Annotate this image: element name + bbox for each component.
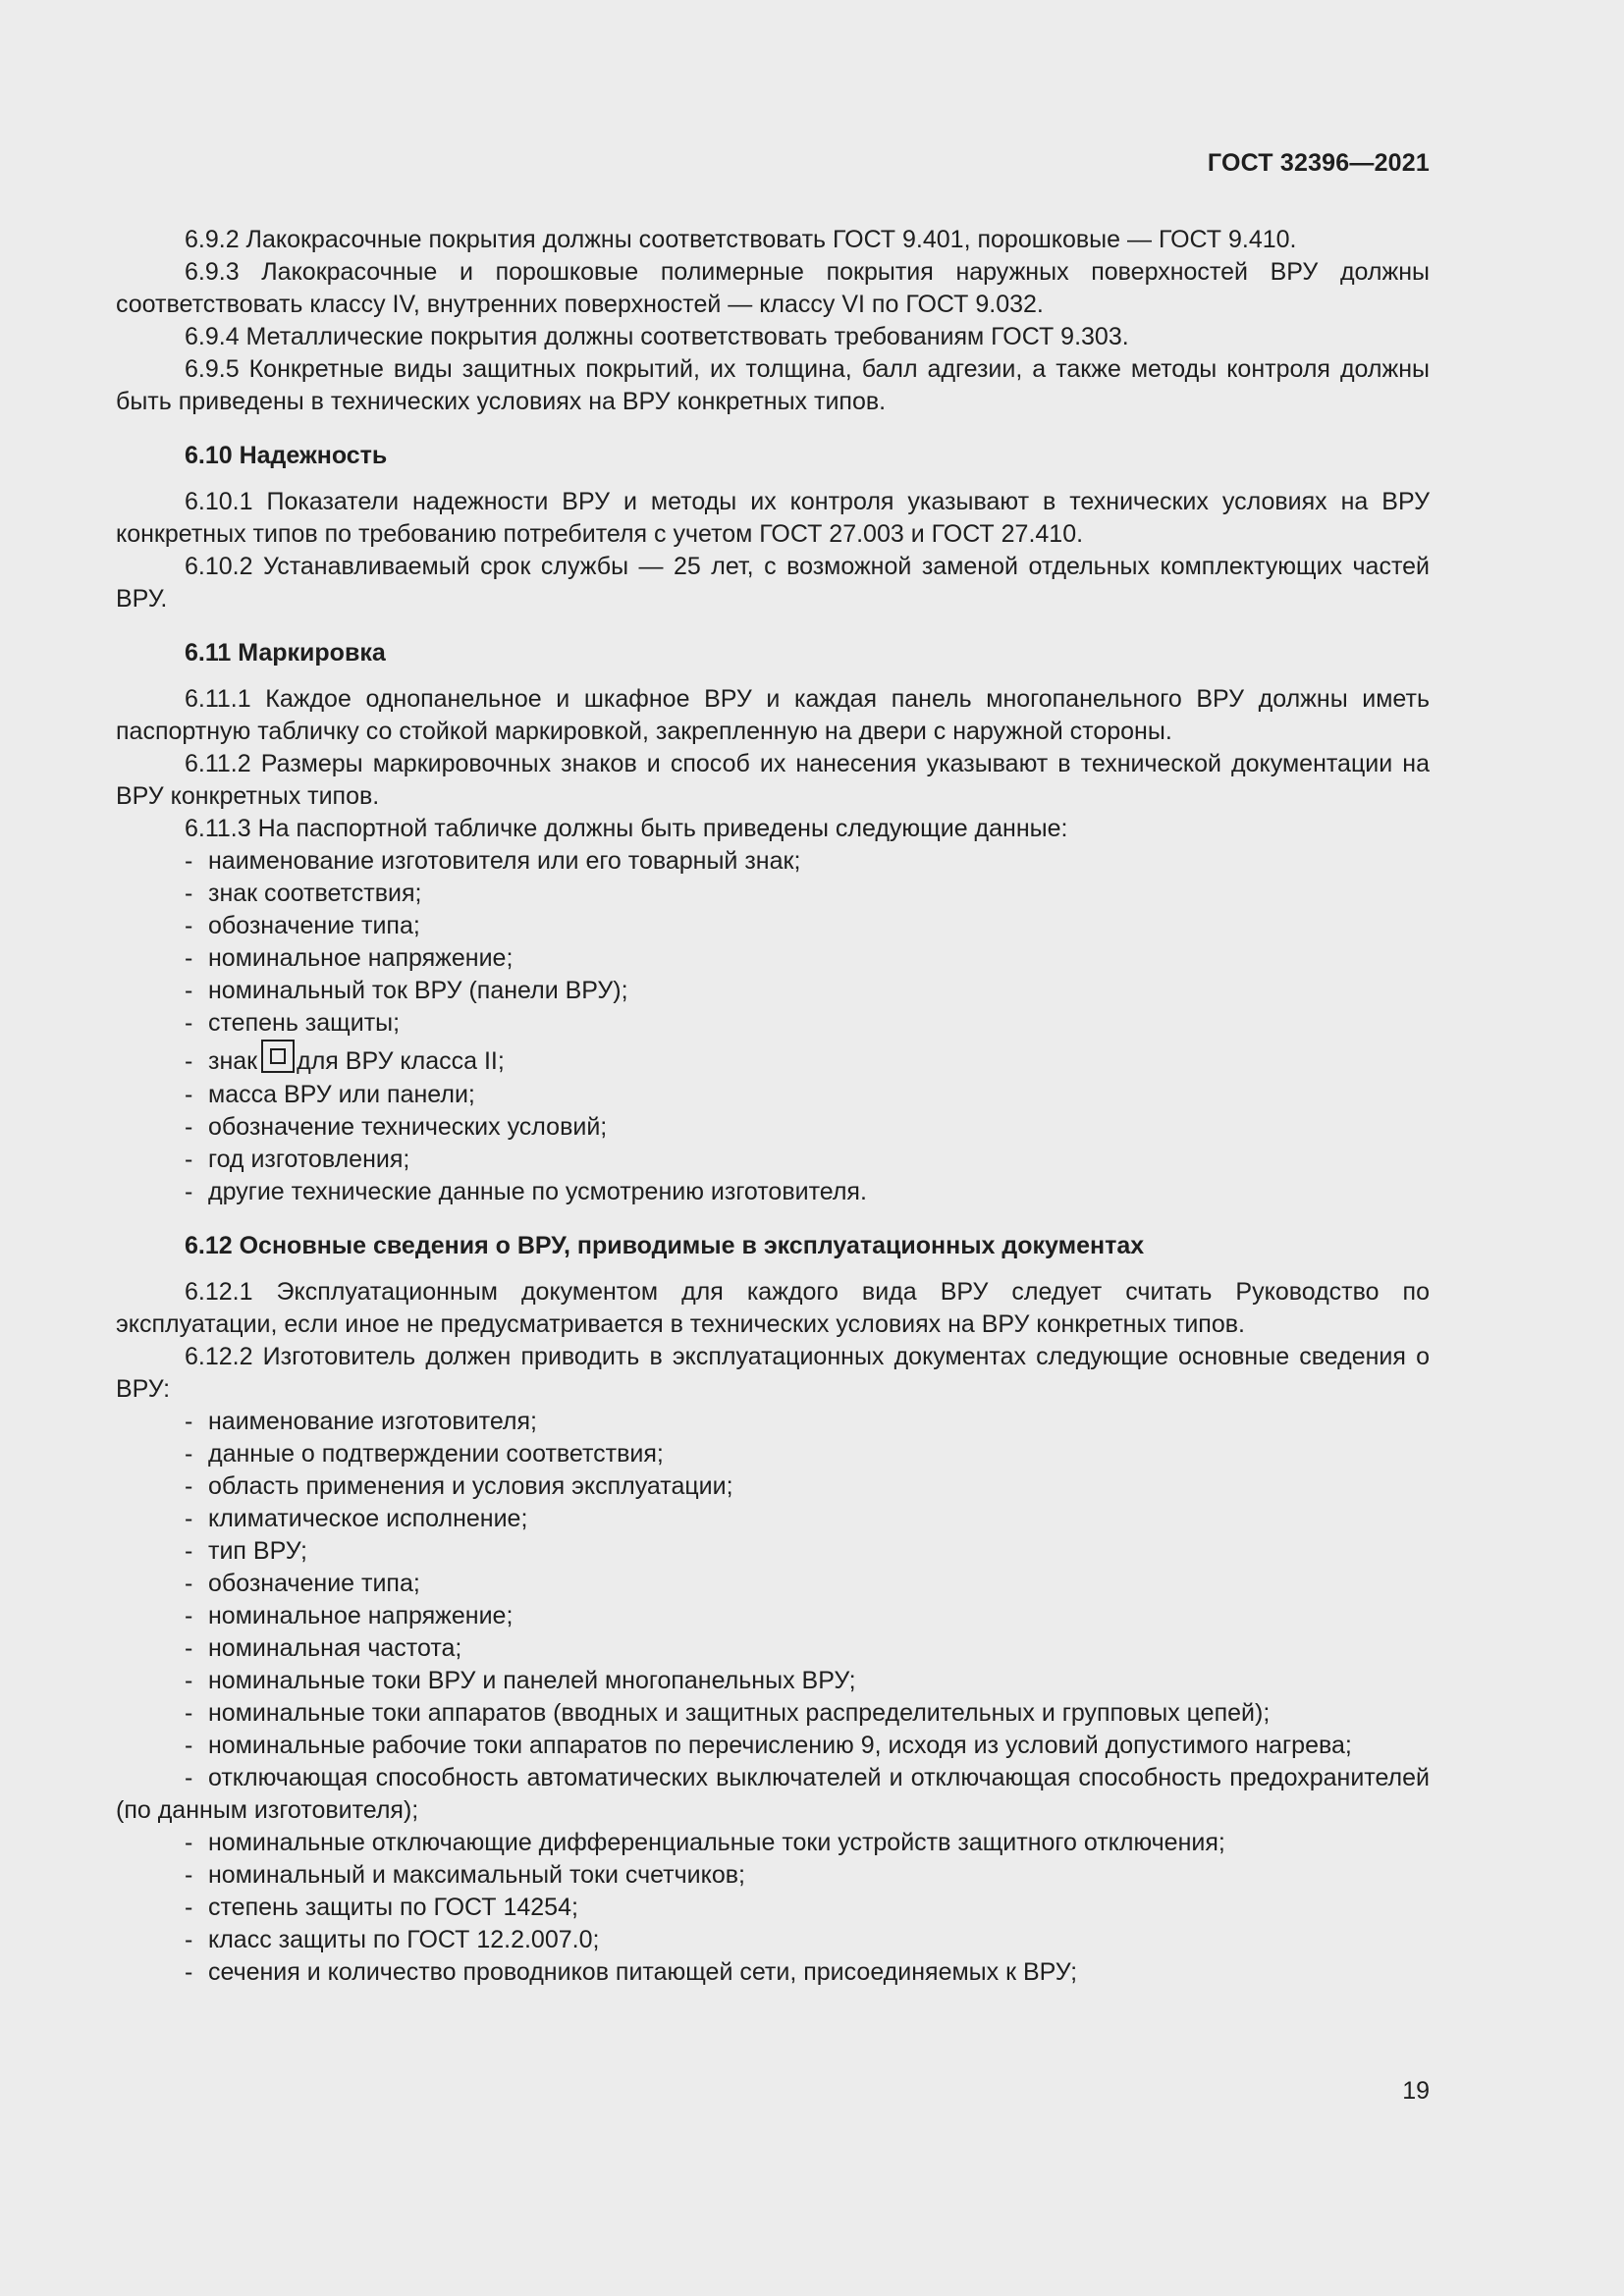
nameplate-data-list [116,845,1430,1208]
document-page [116,0,1430,2296]
list-marker: - [185,1634,193,1662]
list-marker: - [185,1537,193,1565]
list-marker: - [185,1440,193,1468]
paragraph-6-9-4: 6.9.4 Металлические покрытия должны соответствовать требованиям ГОСТ 9.303. [185,323,1129,350]
list-item: - знак соответствия; [116,878,1430,910]
paragraph-6-9-2: 6.9.2 Лакокрасочные покрытия должны соответствовать ГОСТ 9.401, порошковые — ГОСТ 9.410. [185,226,1297,253]
paragraph-6-11-1: 6.11.1 Каждое однопанельное и шкафное ВРУ и каждая панель многопанельного ВРУ должны иметь паспортную табличку со стойкой маркировкой, закрепленную на двери с наружной стороны. [116,685,1430,745]
list-item: - данные о подтверждении соответствия; [116,1438,1430,1470]
list-item: - номинальные токи ВРУ и панелей многопанельных ВРУ; [116,1665,1430,1697]
list-item: - отключающая способность автоматических выключателей и отключающая способность предохранителей (по данным изготовителя); [116,1764,1430,1824]
paragraph-6-12-2: 6.12.2 Изготовитель должен приводить в эксплуатационных документах следующие основные сведения о ВРУ: [116,1343,1430,1403]
list-marker: - [185,977,193,1004]
list-marker: - [185,1764,193,1791]
section-heading-6-10: 6.10 Надежность [185,442,388,469]
list-item: - другие технические данные по усмотрению изготовителя. [116,1176,1430,1208]
paragraph-6-10-2: 6.10.2 Устанавливаемый срок службы — 25 лет, с возможной заменой отдельных комплектующих частей ВРУ. [116,553,1430,613]
list-item: - номинальный и максимальный токи счетчиков; [116,1859,1430,1892]
list-marker: - [185,1472,193,1500]
operational-info-list [116,1406,1430,1989]
list-marker: - [185,1178,193,1205]
paragraph-6-9-5: 6.9.5 Конкретные виды защитных покрытий, их толщина, балл адгезии, а также методы контроля должны быть приведены в технических условиях на ВРУ конкретных типов. [116,355,1430,415]
list-item: - степень защиты по ГОСТ 14254; [116,1892,1430,1924]
list-marker: - [185,1667,193,1694]
list-item: - наименование изготовителя; [116,1406,1430,1438]
list-marker: - [185,1926,193,1953]
paragraph-6-12-1: 6.12.1 Эксплуатационным документом для каждого вида ВРУ следует считать Руководство по эксплуатации, если иное не предусматривается в технических условиях на ВРУ конкретных типов. [116,1278,1430,1338]
paragraph-6-11-2: 6.11.2 Размеры маркировочных знаков и способ их нанесения указывают в технической документации на ВРУ конкретных типов. [116,750,1430,810]
section-heading-6-11: 6.11 Маркировка [185,639,386,667]
list-marker: - [185,1699,193,1727]
list-item: - класс защиты по ГОСТ 12.2.007.0; [116,1924,1430,1956]
paragraph-6-10-1: 6.10.1 Показатели надежности ВРУ и методы их контроля указывают в технических условиях на ВРУ конкретных типов по требованию потребителя с учетом ГОСТ 27.003 и ГОСТ 27.410. [116,488,1430,548]
list-marker: - [185,1958,193,1986]
list-marker: - [185,1894,193,1921]
list-marker: - [185,880,193,907]
list-marker: - [185,1408,193,1435]
list-marker: - [185,1602,193,1629]
list-item: - масса ВРУ или панели; [116,1079,1430,1111]
list-item: - номинальные отключающие дифференциальные токи устройств защитного отключения; [116,1827,1430,1859]
list-marker: - [185,1009,193,1037]
list-item: - область применения и условия эксплуатации; [116,1470,1430,1503]
list-marker: - [185,1146,193,1173]
list-item: - обозначение типа; [116,910,1430,942]
document-body [116,224,1430,1989]
list-marker: - [185,944,193,972]
list-marker: - [185,912,193,939]
paragraph-6-11-3: 6.11.3 На паспортной табличке должны быть приведены следующие данные: [185,815,1068,842]
paragraph-6-9-3: 6.9.3 Лакокрасочные и порошковые полимерные покрытия наружных поверхностей ВРУ должны соответствовать классу IV, внутренних поверхностей — классу VI по ГОСТ 9.032. [116,258,1430,318]
list-marker: - [185,1113,193,1141]
list-item: - номинальные рабочие токи аппаратов по перечислению 9, исходя из условий допустимого нагрева; [116,1730,1430,1762]
list-marker: - [185,847,193,875]
class-ii-double-square-icon [261,1040,295,1073]
list-item: - наименование изготовителя или его товарный знак; [116,845,1430,878]
document-code-header: ГОСТ 32396—2021 [1207,149,1430,177]
page-number: 19 [1402,2077,1430,2105]
list-item: - климатическое исполнение; [116,1503,1430,1535]
list-marker: - [185,1861,193,1889]
list-item: - номинальный ток ВРУ (панели ВРУ); [116,975,1430,1007]
list-item: - год изготовления; [116,1144,1430,1176]
list-item: - тип ВРУ; [116,1535,1430,1568]
list-item: - сечения и количество проводников питающей сети, присоединяемых к ВРУ; [116,1956,1430,1989]
list-item: - номинальные токи аппаратов (вводных и защитных распределительных и групповых цепей); [116,1697,1430,1730]
section-heading-6-12: 6.12 Основные сведения о ВРУ, приводимые в эксплуатационных документах [185,1232,1145,1259]
list-item: - степень защиты; [116,1007,1430,1040]
list-marker: - [185,1047,193,1075]
list-item: - обозначение типа; [116,1568,1430,1600]
list-marker: - [185,1829,193,1856]
list-item-class-ii-sign: - знак для ВРУ класса II; [116,1040,1430,1079]
list-item: - обозначение технических условий; [116,1111,1430,1144]
list-marker: - [185,1081,193,1108]
list-marker: - [185,1505,193,1532]
list-marker: - [185,1732,193,1759]
list-item: - номинальное напряжение; [116,942,1430,975]
list-item: - номинальная частота; [116,1632,1430,1665]
list-marker: - [185,1570,193,1597]
list-item: - номинальное напряжение; [116,1600,1430,1632]
